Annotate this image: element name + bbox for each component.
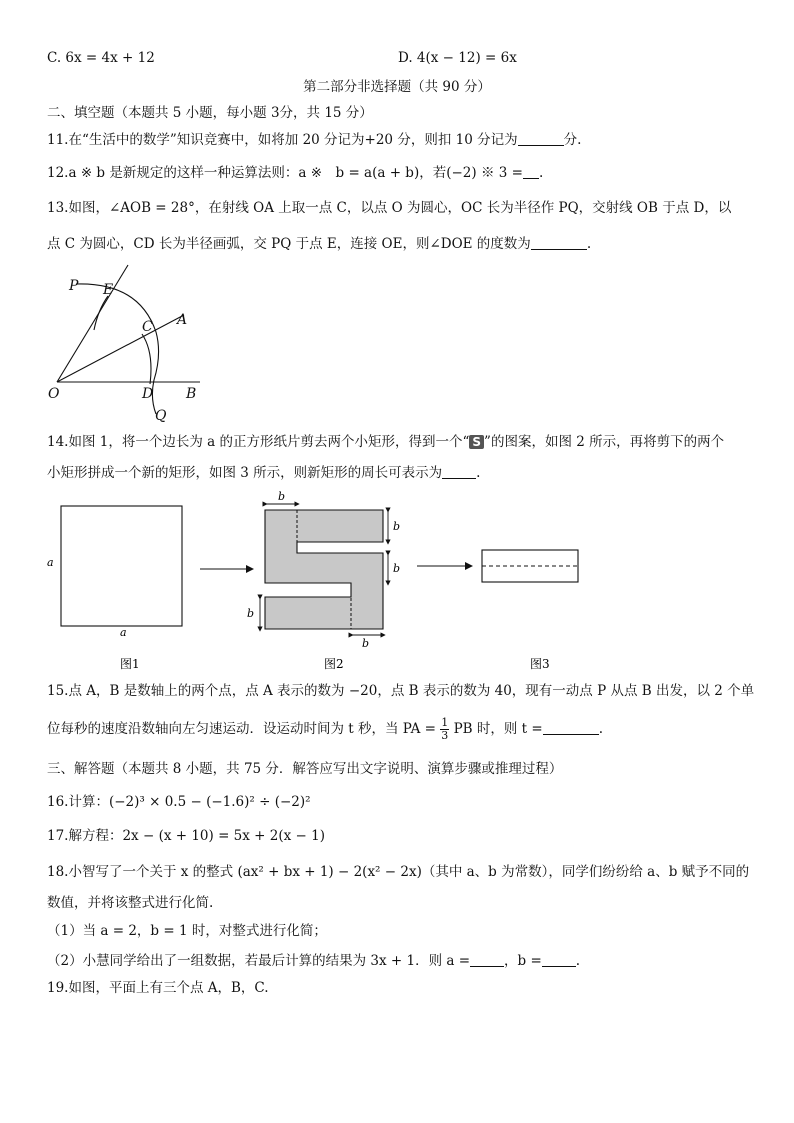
answer-heading: 三、解答题（本题共 8 小题，共 75 分．解答应写出文字说明、演算步骤或推理过程） [47, 761, 563, 777]
fig2-b-bottom: b [362, 637, 370, 650]
s-shape-glyph: S [469, 435, 484, 449]
q18-line-2: 数值，并将该整式进行化简. [47, 895, 214, 911]
fig2-b-right-1: b [393, 520, 401, 533]
fig1-side-label-left: a [47, 556, 54, 569]
square-figure-1 [61, 506, 182, 626]
q12-end: . [538, 165, 544, 181]
q11-text: 11.在“生活中的数学”知识竞赛中，如将加 20 分记为+20 分，则扣 10 分记为 [47, 132, 518, 148]
q14-text-b: ”的图案，如图 2 所示，再将剪下的两个 [484, 434, 725, 450]
q15-text-b: PB 时，则 t = [453, 721, 543, 737]
q11-answer-blank[interactable] [518, 131, 564, 146]
label-e: E [103, 282, 114, 298]
caption-figure-2: 图2 [324, 657, 344, 671]
q13-text: 点 C 为圆心，CD 长为半径画弧，交 PQ 于点 E，连接 OE，则∠DOE 的度数为 [47, 236, 531, 252]
q14-end: . [476, 465, 481, 481]
q14-answer-blank[interactable] [442, 464, 476, 479]
q14-line-2 [47, 463, 480, 483]
q15-answer-blank[interactable] [543, 720, 599, 735]
option-d: D. 4(x − 12) = 6x [398, 50, 517, 66]
question-16: 16.计算：(−2)³ × 0.5 − (−1.6)² ÷ (−2)² [47, 794, 311, 810]
q15-end: . [598, 721, 604, 737]
question-12 [47, 163, 543, 183]
label-q: Q [155, 408, 167, 424]
q18-a-answer-blank[interactable] [470, 952, 504, 967]
q13-answer-blank[interactable] [531, 235, 587, 250]
arc-cd [142, 334, 151, 384]
label-o: O [48, 386, 60, 402]
fraction-one-third [440, 717, 449, 742]
q13-line-1: 13.如图，∠AOB = 28°，在射线 OA 上取一点 C，以点 O 为圆心，OC 长为半径作 PQ，交射线 OB 于点 D，以 [47, 200, 732, 216]
figure-13-angle-diagram [44, 262, 214, 424]
label-d: D [142, 386, 154, 402]
section2-header: 第二部分非选择题（共 90 分） [303, 79, 491, 95]
segment-oe [57, 265, 128, 382]
question-19: 19.如图，平面上有三个点 A，B，C. [47, 980, 269, 996]
q12-answer-blank[interactable] [523, 164, 539, 179]
q18-p2-text-b: ，b = [504, 953, 542, 969]
q11-end: 分. [563, 132, 582, 148]
fraction-denominator: 3 [441, 729, 449, 742]
question-11 [47, 130, 581, 150]
question-17: 17.解方程：2x − (x + 10) = 5x + 2(x − 1) [47, 828, 325, 844]
label-b: B [186, 386, 197, 402]
fraction-numerator: 1 [441, 716, 449, 729]
fig1-side-label-bottom: a [120, 626, 127, 639]
ray-oa [57, 315, 184, 382]
q14-text-c: 小矩形拼成一个新的矩形，如图 3 所示，则新矩形的周长可表示为 [47, 465, 443, 481]
label-p: P [69, 278, 79, 294]
figure-14-diagrams [40, 486, 600, 676]
q18-part-2 [47, 951, 580, 971]
q18-part-1: （1）当 a = 2，b = 1 时，对整式进行化简； [47, 923, 327, 939]
q18-b-answer-blank[interactable] [542, 952, 576, 967]
q18-p2-end: . [575, 953, 581, 969]
q15-line-1: 15.点 A，B 是数轴上的两个点，点 A 表示的数为 −20，点 B 表示的数为 40，现有一动点 P 从点 B 出发，以 2 个单 [47, 683, 755, 699]
caption-figure-3: 图3 [530, 657, 550, 671]
q13-line-2 [47, 234, 591, 254]
fig2-b-top: b [278, 490, 286, 503]
q14-line-1 [47, 432, 724, 452]
q15-text-a: 位每秒的速度沿数轴向左匀速运动．设运动时间为 t 秒，当 PA = [47, 721, 436, 737]
label-a: A [177, 312, 188, 328]
fill-in-heading: 二、填空题（本题共 5 小题，每小题 3分，共 15 分） [47, 105, 373, 121]
q14-text-a: 14.如图 1，将一个边长为 a 的正方形纸片剪去两个小矩形，得到一个“ [47, 434, 470, 450]
q12-number: 12. [47, 165, 69, 181]
label-c: C [142, 319, 153, 335]
fig2-b-left: b [247, 607, 255, 620]
caption-figure-1: 图1 [120, 657, 140, 671]
q18-line-1: 18.小智写了一个关于 x 的整式 (ax² + bx + 1) − 2(x² − 2x)（其中 a、b 为常数），同学们纷纷给 a、b 赋予不同的 [47, 864, 750, 880]
q13-end: . [586, 236, 592, 252]
q12-text: a ※ b 是新规定的这样一种运算法则：a ※ b = a(a + b)，若(−2) ※ 3 = [68, 165, 523, 181]
fig2-b-right-2: b [393, 562, 401, 575]
s-shape-figure-2 [265, 510, 383, 629]
q18-p2-text-a: （2）小慧同学给出了一组数据，若最后计算的结果为 3x + 1．则 a = [47, 953, 471, 969]
q15-line-2 [47, 717, 603, 742]
option-c: C. 6x = 4x + 12 [47, 50, 155, 66]
